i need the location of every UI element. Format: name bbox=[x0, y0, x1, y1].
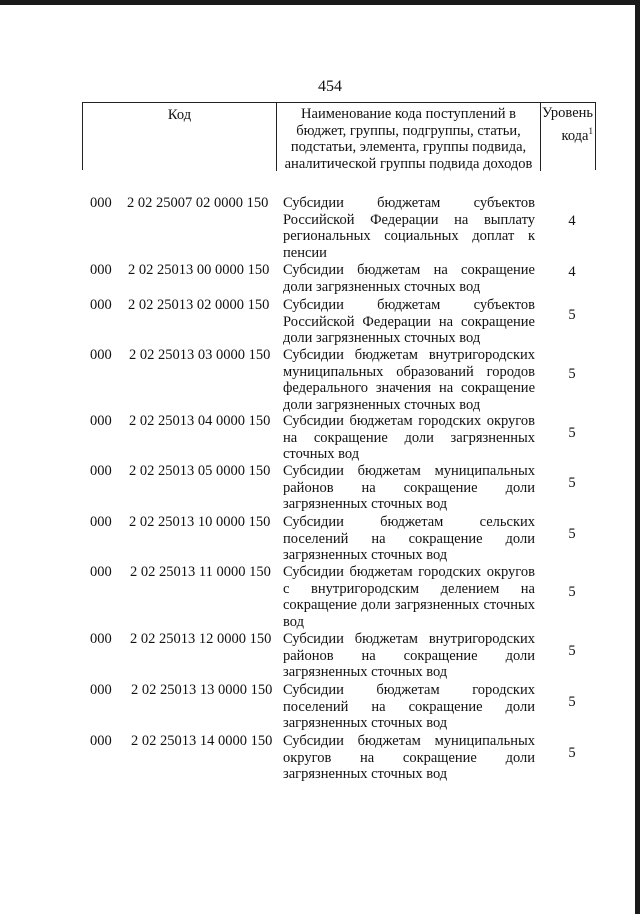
header-level bbox=[541, 103, 597, 171]
row-level: 4 bbox=[568, 264, 576, 280]
row-level: 5 bbox=[568, 307, 576, 323]
row-prefix: 000 bbox=[90, 262, 112, 278]
row-code: 2 02 25013 00 0000 150 bbox=[128, 262, 270, 278]
row-level: 5 bbox=[568, 745, 576, 761]
row-code: 2 02 25013 12 0000 150 bbox=[130, 631, 272, 647]
row-prefix: 000 bbox=[90, 514, 112, 530]
row-level: 5 bbox=[568, 366, 576, 382]
row-name: Субсидии бюджетам сельских поселений на сокращение доли загрязненных сточных вод bbox=[283, 514, 535, 564]
row-prefix: 000 bbox=[90, 347, 112, 363]
row-code: 2 02 25013 14 0000 150 bbox=[131, 733, 273, 749]
row-code: 2 02 25013 10 0000 150 bbox=[129, 514, 271, 530]
row-level: 5 bbox=[568, 643, 576, 659]
row-prefix: 000 bbox=[90, 564, 112, 580]
row-name: Субсидии бюджетам субъектов Российской Федерации на выплату региональных социальных доплат к пенсии bbox=[283, 195, 535, 261]
row-code: 2 02 25013 02 0000 150 bbox=[128, 297, 270, 313]
header-level-footnote: 1 bbox=[588, 126, 593, 136]
page-number: 454 bbox=[318, 78, 342, 95]
row-name: Субсидии бюджетам внутригородских муниципальных образований городов федерального значения на сокращение доли загрязненных сточных вод bbox=[283, 347, 535, 413]
row-name: Субсидии бюджетам субъектов Российской Федерации на сокращение доли загрязненных сточных вод bbox=[283, 297, 535, 347]
row-name: Субсидии бюджетам муниципальных округов на сокращение доли загрязненных сточных вод bbox=[283, 733, 535, 783]
row-code: 2 02 25013 13 0000 150 bbox=[131, 682, 273, 698]
row-prefix: 000 bbox=[90, 682, 112, 698]
row-level: 5 bbox=[568, 694, 576, 710]
header-level-text: Уровень кода bbox=[541, 105, 593, 144]
row-name: Субсидии бюджетам на сокращение доли загрязненных сточных вод bbox=[283, 262, 535, 295]
header-code: Код bbox=[83, 103, 277, 171]
row-prefix: 000 bbox=[90, 733, 112, 749]
scan-border-right bbox=[635, 0, 640, 914]
row-code: 2 02 25007 02 0000 150 bbox=[127, 195, 269, 211]
row-name: Субсидии бюджетам городских поселений на сокращение доли загрязненных сточных вод bbox=[283, 682, 535, 732]
scan-border-top bbox=[0, 0, 640, 5]
header-name: Наименование кода поступлений в бюджет, группы, подгруппы, статьи, подстатьи, элемента, группы подвида, аналитической группы подвида доходов bbox=[277, 103, 541, 171]
row-level: 4 bbox=[568, 213, 576, 229]
row-name: Субсидии бюджетам городских округов с внутригородским делением на сокращение доли загрязненных сточных вод bbox=[283, 564, 535, 630]
row-level: 5 bbox=[568, 475, 576, 491]
row-prefix: 000 bbox=[90, 631, 112, 647]
row-code: 2 02 25013 11 0000 150 bbox=[130, 564, 271, 580]
row-prefix: 000 bbox=[90, 195, 112, 211]
row-level: 5 bbox=[568, 425, 576, 441]
table-header bbox=[82, 102, 596, 170]
row-code: 2 02 25013 04 0000 150 bbox=[129, 413, 271, 429]
row-name: Субсидии бюджетам городских округов на сокращение доли загрязненных сточных вод bbox=[283, 413, 535, 463]
row-level: 5 bbox=[568, 584, 576, 600]
row-prefix: 000 bbox=[90, 297, 112, 313]
row-code: 2 02 25013 03 0000 150 bbox=[129, 347, 271, 363]
row-prefix: 000 bbox=[90, 463, 112, 479]
row-code: 2 02 25013 05 0000 150 bbox=[129, 463, 271, 479]
row-name: Субсидии бюджетам внутригородских районов на сокращение доли загрязненных сточных вод bbox=[283, 631, 535, 681]
row-prefix: 000 bbox=[90, 413, 112, 429]
row-level: 5 bbox=[568, 526, 576, 542]
row-name: Субсидии бюджетам муниципальных районов на сокращение доли загрязненных сточных вод bbox=[283, 463, 535, 513]
